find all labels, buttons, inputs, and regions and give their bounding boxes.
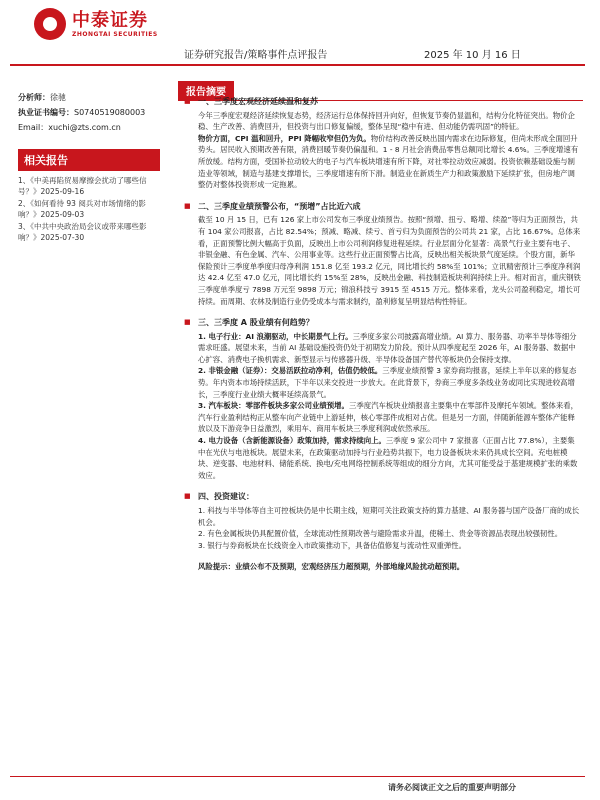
section-title: ■ 三、三季度 A 股业绩有何趋势？: [198, 317, 582, 329]
paragraph: 2. 非银金融（证券）：交易活跃拉动净利，估值仍较低。三季度业绩预警 3 家券商均报喜，延续上半年以来的修复态势。年内资本市场持续活跃，下半年以来交投进一步放大。在此背景下，券商三季度多条线业务或同比实现进较高增长，三季度行业业绩大概率延续高景气。: [198, 366, 577, 399]
logo-cn-text: 中泰证券: [72, 9, 148, 31]
paragraph: 今年三季度宏观经济延续恢复态势，经济运行总体保持回升向好，但恢复节奏仍显温和，结构分化特征突出。物价企稳、生产改善、消费回升，但投资与出口修复偏缓，整体呈现“稳中有进、但动能仍需巩固”的特征。: [198, 110, 575, 132]
main-content: [198, 96, 582, 573]
analyst-email[interactable]: xuchi@zts.com.cn: [48, 123, 121, 132]
paragraph: 3. 银行与券商板块在长线资金入市政策推动下，具备估值修复与流动性双重弹性。: [198, 540, 467, 550]
related-report-item[interactable]: 2、《如何看待 93 阅兵对市场情绪的影响？》2025-09-03: [18, 199, 146, 219]
paragraph: 3. 汽车板块：零部件板块多家公司业绩预增。三季度汽车板块业绩报喜主要集中在零部件及摩托车领域。整体来看，汽车行业盈利结构正从整车向产业链中上游延伸，核心零部件成相对占优。但是另一方面，伴随新能源车整体产能释放以及下游竞争日益激烈，乘用车、商用车板块三季度利润或依然承压。: [198, 401, 579, 434]
analyst-email-row: [18, 120, 160, 135]
paragraph: 物价方面，CPI 温和回升，PPI 降幅收窄但仍为负。物价结构改善反映出国内需求在边际修复，但尚未形成全面回升势头。居民收入预期改善有限，消费回暖节奏仍偏温和。1 - 8 月社会消费品零售总额同比增长 4.6%。三季度增速有所放缓。结构方面，受国补拉动较大的电子与汽车板块增速有所下降，对社零拉动效应减弱。投资依赖基础设施与制造业等领域，制造与基建支撑增长，三季度增速有所下滑。制造业在新质生产力和政策激励下延续扩张，但房地产调整仍对整体投资形成一定拖累。: [198, 133, 579, 190]
analyst-email-label: Email：: [18, 123, 49, 132]
section-title: ■ 一、三季度宏观经济延续温和复苏: [198, 96, 582, 108]
summary-title: 报告摘要: [178, 81, 234, 100]
related-report-item[interactable]: 3、《中共中央政治局会议或带来哪些影响？》2025-07-30: [18, 222, 147, 242]
paragraph: 截至 10 月 15 日，已有 126 家上市公司发布三季度业绩预告。按照“预增、扭亏、略增、续盈”等归为正面预告，共有 104 家公司报喜，占比 82.54%；预减、略减、续亏、首亏归为负面预告的公司共 21 家，占比 16.67%。总体来看，正面预警比例大幅高于负面，反映出上市公司利润修复进程延续。行业层面分化显著：高景气行业主要有电子、非银金融、有色金属、汽车、公用事业等。这些行业正面预警占比高，反映出相关板块景气度延续。个股方面，新华保险预计三季度单季度归母净利润 151.8 亿至 193.2 亿元，同比增长约 58%至 101%；立讯精密预计三季度净利润达 42.4 亿至 47.0 亿元，同比增长约 15%至 28%，反映出金融、科技制造板块利润持续上升。相对而言，重庆钢铁三季度单季度亏 7898 万元至 9898 万元；锦浪科技亏 3915 至 4515 万元。整体来看，龙头公司盈利稳定，增长可持续。而周期、农林及制造行业仍受成本与需求制约，盈利修复呈明显结构性特征。: [198, 215, 581, 306]
analyst-name: 徐驰: [50, 93, 66, 102]
related-reports-list: [18, 175, 160, 243]
related-reports-header: 相关报告: [18, 149, 160, 171]
analyst-name-row: [18, 90, 160, 105]
risk-warning: 风险提示：业绩公布不及预期，宏观经济压力超预期，外部地缘风险扰动超预期。: [198, 562, 465, 572]
company-logo: [34, 8, 158, 40]
analyst-name-label: 分析师：: [18, 93, 50, 102]
header-divider: [10, 64, 585, 66]
footer-divider: [10, 776, 585, 777]
analyst-cert-row: [18, 105, 160, 120]
analyst-cert-label: 执业证书编号：: [18, 108, 74, 117]
report-type: 证券研究报告/策略事件点评报告: [184, 50, 328, 61]
paragraph: 4. 电力设备（含新能源设备）政策加持，需求持续向上。三季度 9 家公司中 7 家报喜（正面占比 77.8%），主要集中在光伏与电池板块。展望未来，在政策驱动加持与行业趋势共振下，电力设备板块未来仍具成长空间。充电桩模块、逆变器、电池材料、储能系统、换电/充电网络控制系统等组成的细分方向，尤其可能受益于基建规模扩张的乘数效应。: [198, 436, 578, 480]
report-date: 2025 年 10 月 16 日: [424, 50, 521, 61]
paragraph: 1. 科技与半导体等自主可控板块仍是中长期主线，短期可关注政策支持的算力基建、AI 服务器与国产设备厂商的成长机会。: [198, 506, 580, 527]
section-title: ■ 四、投资建议：: [198, 491, 582, 503]
analyst-cert: S0740519080003: [74, 108, 146, 117]
left-column: [18, 90, 160, 244]
logo-mark-icon: [34, 8, 66, 40]
paragraph: 1. 电子行业：AI 浪潮驱动，中长期景气上行。三季度多家公司披露高增业绩。AI 算力、服务器、功率半导体等细分需求旺盛。展望未来，当前 AI 基础设施投资仍处于初期发力阶段。预计从四季度起至 2026 年，AI 服务器、数据中心扩容、消费电子换机需求、新型显示与传感器升级、半导体设备国产替代等板块仍会保持支撑。: [198, 331, 577, 364]
paragraph: 2. 有色金属板块仍具配置价值，全球流动性预期改善与避险需求升温，使稀土、贵金等资源品表现出较强韧性。: [198, 529, 563, 539]
footer-disclaimer: 请务必阅读正文之后的重要声明部分: [388, 783, 516, 792]
section-title: ■ 二、三季度业绩预警公布，“预增”占比近六成: [198, 201, 582, 213]
logo-en-text: ZHONGTAI SECURITIES: [72, 30, 158, 38]
related-report-item[interactable]: 1、《中美再陷贸易摩擦会扰动了哪些信号？》2025-09-16: [18, 176, 147, 196]
